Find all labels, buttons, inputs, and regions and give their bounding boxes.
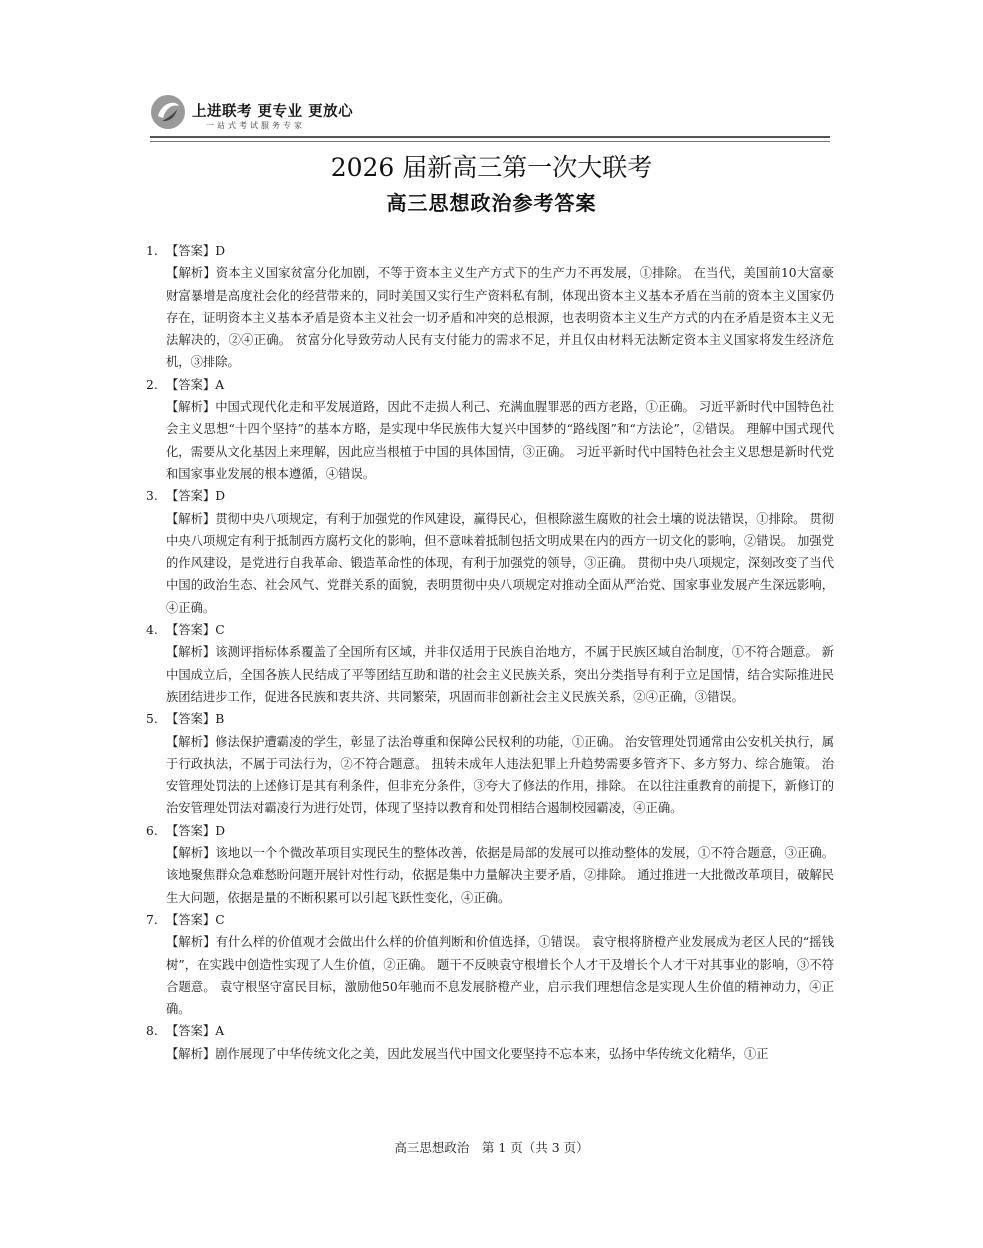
question-number: 7. bbox=[146, 912, 158, 927]
logo-subtext: 一站式考试服务专家 bbox=[206, 121, 305, 130]
logo-icon bbox=[150, 94, 186, 130]
answer-line bbox=[146, 708, 834, 730]
answer-text: 【答案】D bbox=[166, 244, 226, 258]
question-item bbox=[146, 1020, 834, 1065]
question-item bbox=[146, 485, 834, 619]
answer-text: 【答案】A bbox=[166, 377, 225, 392]
explanation-text: 【解析】资本主义国家贫富分化加剧，不等于资本主义生产方式下的生产力不再发展，①排除。 在当代，美国前10大富豪财富暴增是高度社会化的经营带来的，同时美国又实行生产资料私有制，体现出资本主义基本矛盾在当前的资本主义国家仍存在，证明资本主义基本矛盾是资本主义社会一切矛盾和冲突的总根源，也表明资本主义生产方式的内在矛盾是资本主义无法解决的，②④正确。 贫富分化导致劳动人民有支付能力的需求不足，并且仅由材料无法断定资本主义国家将发生经济危机，③排除。 bbox=[166, 266, 834, 370]
explanation-text: 【解析】剧作展现了中华传统文化之美，因此发展当代中国文化要坚持不忘本来，弘扬中华传统文化精华，①正 bbox=[166, 1046, 769, 1061]
answer-text: 【答案】D bbox=[166, 489, 226, 504]
question-number: 4. bbox=[146, 623, 158, 638]
answer-text: 【答案】C bbox=[166, 912, 225, 927]
answer-text: 【答案】C bbox=[166, 623, 225, 638]
question-number: 8. bbox=[146, 1024, 158, 1039]
header bbox=[150, 92, 830, 138]
question-item bbox=[146, 619, 834, 708]
question-number: 6. bbox=[146, 823, 158, 838]
question-number: 3. bbox=[146, 489, 158, 504]
explanation-text: 【解析】修法保护遭霸凌的学生，彰显了法治尊重和保障公民权利的功能，①正确。 治安管理处罚通常由公安机关执行，属于行政执法，不属于司法行为，②不符合题意。 扭转未成年人违法犯罪上升趋势需要多管齐下、多方努力、综合施策。 治安管理处罚法的上述修订是其有利条件，但非充分条件，③夸大了修法的作用，排除。 在以往注重教育的前提下，新修订的治安管理处罚法对霸凌行为进行处罚，体现了坚持以教育和处罚相结合遏制校园霸凌，④正确。 bbox=[166, 734, 834, 816]
question-number: 5. bbox=[146, 712, 158, 727]
page-title: 2026 届新高三第一次大联考 bbox=[330, 153, 653, 182]
explanation-text: 【解析】贯彻中央八项规定，有利于加强党的作风建设，赢得民心，但根除滋生腐败的社会土壤的说法错误，①排除。 贯彻中央八项规定有利于抵制西方腐朽文化的影响，但不意味着抵制包括文明成果在内的西方一切文化的影响，②错误。 加强党的作风建设，是党进行自我革命、锻造革命性的体现，有利于加强党的领导，③正确。 贯彻中央八项规定，深刻改变了当代中国的政治生态、社会风气、党群关系的面貌，表明贯彻中央八项规定对推动全面从严治党、国家事业发展产生深远影响，④正确。 bbox=[166, 511, 834, 615]
logo-text: 上进联考 更专业 更放心 bbox=[192, 104, 354, 120]
question-item bbox=[146, 708, 834, 819]
question-item bbox=[146, 909, 834, 1020]
answer-line bbox=[146, 619, 834, 641]
explanation-text: 【解析】有什么样的价值观才会做出什么样的价值判断和价值选择，①错误。 袁守根将脐橙产业发展成为老区人民的“摇钱树”，在实践中创造性实现了人生价值，②正确。 题干不反映袁守根增长个人才干及增长个人才干对其事业的影响，③不符合题意。 袁守根坚守富民目标，激励他50年驰而不息发展脐橙产业，启示我们理想信念是实现人生价值的精神动力，④正确。 bbox=[166, 935, 834, 1017]
explanation-text: 【解析】该测评指标体系覆盖了全国所有区域，并非仅适用于民族自治地方，不属于民族区域自治制度，①不符合题意。 新中国成立后，全国各族人民结成了平等团结互助和谐的社会主义民族关系，突出分类指导有利于立足国情，结合实际推进民族团结进步工作，促进各民族和衷共济、共同繁荣，巩固而非创新社会主义民族关系，②④正确，③错误。 bbox=[166, 645, 834, 704]
answer-line bbox=[146, 374, 834, 396]
answer-line bbox=[146, 240, 834, 262]
explanation-text: 【解析】该地以一个个微改革项目实现民生的整体改善，依据是局部的发展可以推动整体的发展，①不符合题意，③正确。 该地聚焦群众急难愁盼问题开展针对性行动，依据是集中力量解决主要矛盾，②排除。 通过推进一大批微改革项目，破解民生大问题，依据是量的不断积累可以引起飞跃性变化，④正确。 bbox=[166, 846, 834, 905]
header-divider bbox=[150, 136, 830, 138]
answer-line bbox=[146, 909, 834, 931]
page-footer: 高三思想政治 第 1 页（共 3 页） bbox=[394, 1140, 589, 1155]
page-subtitle: 高三思想政治参考答案 bbox=[386, 191, 597, 215]
question-number: 1. bbox=[146, 244, 158, 258]
answer-text: 【答案】B bbox=[166, 712, 225, 727]
answer-list bbox=[146, 240, 834, 1065]
question-item bbox=[146, 240, 834, 374]
explanation-text: 【解析】中国式现代化走和平发展道路，因此不走损人利己、充满血腥罪恶的西方老路，①正确。 习近平新时代中国特色社会主义思想“十四个坚持”的基本方略，是实现中华民族伟大复兴中国梦的“路线图”和“方法论”，②错误。 理解中国式现代化，需要从文化基因上来理解，因此应当根植于中国的具体国情，③正确。 习近平新时代中国特色社会主义思想是新时代党和国家事业发展的根本遵循，④错误。 bbox=[166, 400, 834, 481]
answer-line bbox=[146, 1020, 834, 1042]
question-number: 2. bbox=[146, 377, 158, 392]
question-item bbox=[146, 820, 834, 909]
question-item bbox=[146, 374, 834, 485]
answer-text: 【答案】A bbox=[166, 1024, 225, 1039]
answer-line bbox=[146, 485, 834, 507]
answer-text: 【答案】D bbox=[166, 823, 226, 838]
header-divider-thin bbox=[150, 141, 830, 142]
answer-line bbox=[146, 820, 834, 842]
